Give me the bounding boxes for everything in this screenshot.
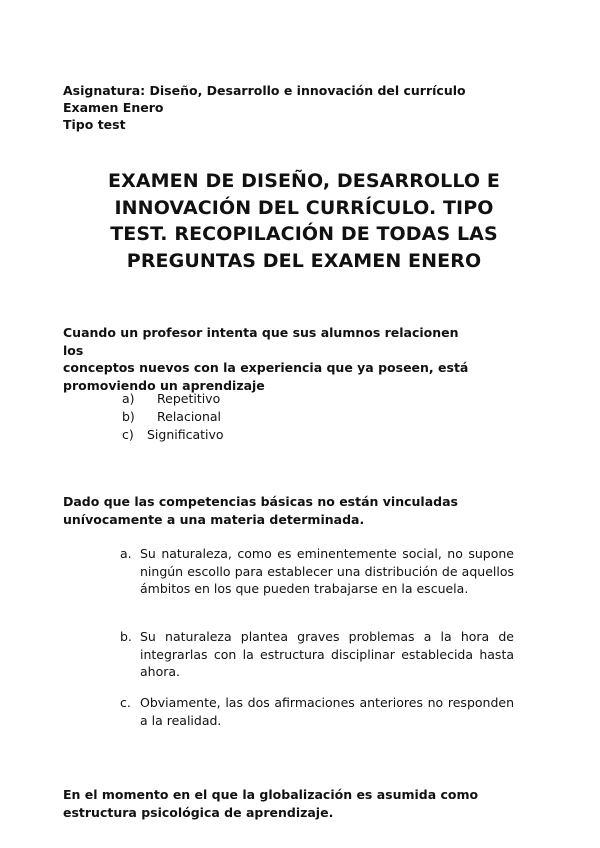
question-line: unívocamente a una materia determinada. [63,511,365,527]
option-text: Su naturaleza plantea graves problemas a la hora de integrarlas con la estructura disciplinar establecida hasta ahora. [140,629,514,679]
option-text: Significativo [147,427,224,442]
option-text: Repetitivo [157,391,221,406]
question-2-text [63,493,483,528]
option-text: Su naturaleza, como es eminentemente social, no supone ningún escollo para establecer una distribución de aquellos ámbitos en los que pueden trabajarse en la escuela. [140,546,514,596]
question-line: conceptos nuevos con la experiencia que ya poseen, está [63,360,469,375]
question-line: estructura psicológica de aprendizaje. [63,804,334,820]
option-marker: b) [122,409,135,424]
title-line: PREGUNTAS DEL EXAMEN ENERO [126,249,482,272]
option-marker: c. [120,695,131,710]
title-line: TEST. RECOPILACIÓN DE TODAS LAS [110,223,498,245]
question-1-option-c [122,426,224,444]
page-title [70,168,538,274]
question-2-option-b [120,628,514,681]
question-1-option-a [122,390,220,408]
option-marker: a) [122,391,135,406]
option-marker: c) [122,427,134,442]
question-line: Dado que las competencias básicas no están vinculadas [63,494,458,509]
option-text: Relacional [157,409,221,424]
question-line: En el momento en el que la globalización es asumida como [63,787,479,802]
title-line: INNOVACIÓN DEL CURRÍCULO. TIPO [114,196,494,219]
question-2-option-c [120,694,514,729]
title-line: EXAMEN DE DISEÑO, DESARROLLO E [108,170,500,192]
question-3-text [63,786,483,821]
exam-line: Examen Enero [63,100,164,115]
type-line: Tipo test [63,117,126,132]
option-marker: b. [120,629,132,644]
subject-line: Asignatura: Diseño, Desarrollo e innovación del currículo [63,83,466,98]
document-header [63,82,466,133]
question-2-option-a [120,545,514,598]
option-text: Obviamente, las dos afirmaciones anteriores no responden a la realidad. [140,695,514,728]
question-line: promoviendo un aprendizaje [63,377,265,393]
option-marker: a. [120,546,132,561]
question-line: Cuando un profesor intenta que sus alumnos relacionen los [63,325,459,358]
question-1-option-b [122,408,221,426]
question-1-text [63,324,483,394]
